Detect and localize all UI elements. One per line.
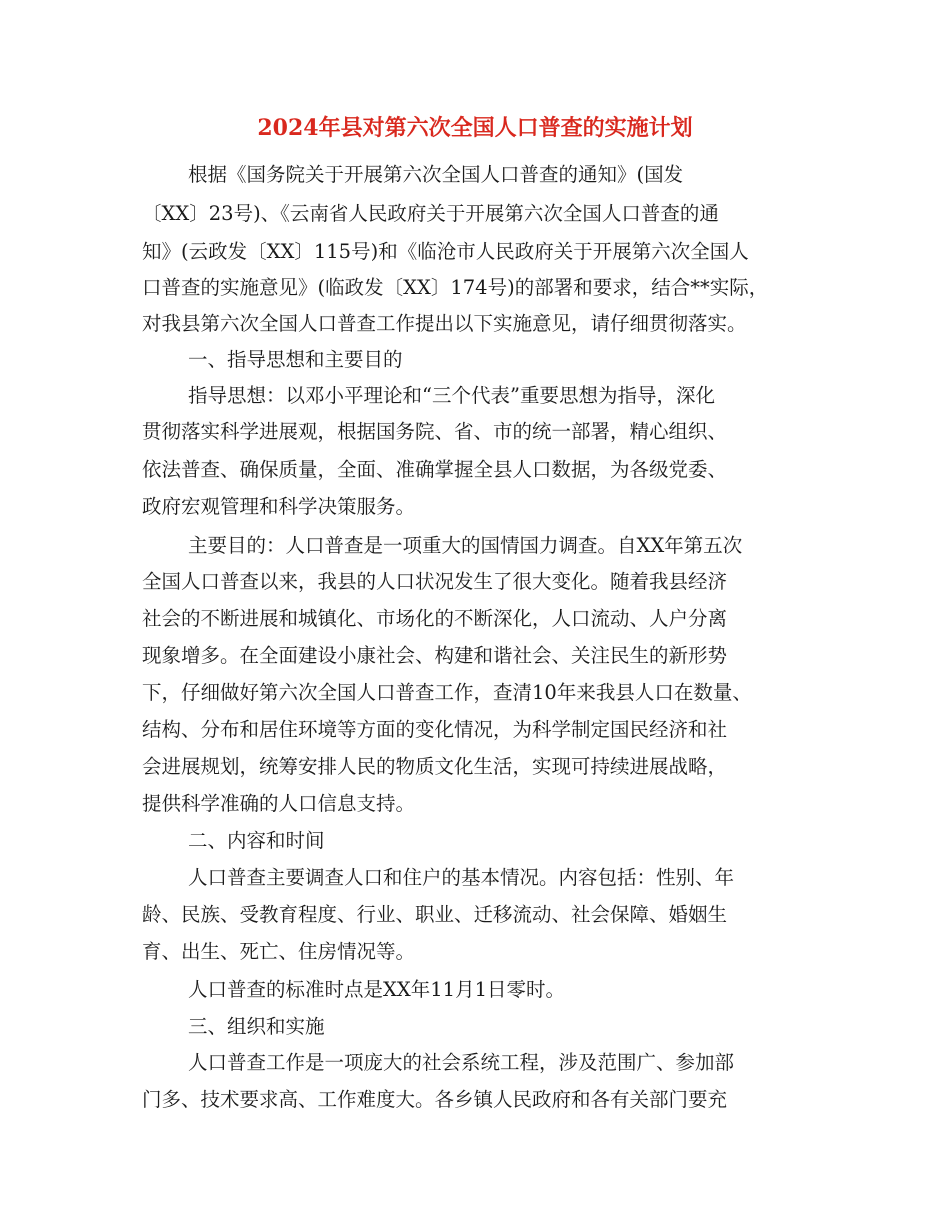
paragraph-line: 人口普查工作是一项庞大的社会系统工程，涉及范围广、参加部 (188, 1051, 735, 1074)
section-heading: 二、内容和时间 (188, 829, 325, 852)
paragraph-line: 龄、民族、受教育程度、行业、职业、迁移流动、社会保障、婚姻生 (142, 903, 728, 926)
paragraph-line: 社会的不断进展和城镇化、市场化的不断深化，人口流动、人户分离 (142, 607, 728, 630)
paragraph-line: 指导思想：以邓小平理论和“三个代表”重要思想为指导，深化 (188, 384, 715, 407)
paragraph-line: 现象增多。在全面建设小康社会、构建和谐社会、关注民生的新形势 (142, 644, 728, 667)
paragraph-line: 根据《国务院关于开展第六次全国人口普查的通知》(国发 (188, 163, 684, 186)
paragraph-line: 提供科学准确的人口信息支持。 (142, 792, 416, 815)
paragraph-line: 对我县第六次全国人口普查工作提出以下实施意见，请仔细贯彻落实。 (142, 312, 747, 335)
section-heading: 一、指导思想和主要目的 (188, 348, 403, 371)
paragraph-line: 〔XX〕23号)、《云南省人民政府关于开展第六次全国人口普查的通 (142, 202, 719, 225)
section-heading: 三、组织和实施 (188, 1015, 325, 1038)
paragraph-line: 口普查的实施意见》(临政发〔XX〕174号)的部署和要求，结合**实际， (142, 276, 769, 299)
paragraph-line: 政府宏观管理和科学决策服务。 (142, 495, 416, 518)
paragraph-line: 育、出生、死亡、住房情况等。 (142, 940, 416, 963)
paragraph-line: 主要目的：人口普查是一项重大的国情国力调查。自XX年第五次 (188, 534, 743, 557)
paragraph-line: 下，仔细做好第六次全国人口普查工作，查清10年来我县人口在数量、 (142, 681, 752, 704)
paragraph-line: 人口普查的标准时点是XX年11月1日零时。 (188, 978, 565, 1001)
paragraph-line: 结构、分布和居住环境等方面的变化情况，为科学制定国民经济和社 (142, 718, 728, 741)
paragraph-line: 人口普查主要调查人口和住户的基本情况。内容包括：性别、年 (188, 866, 735, 889)
paragraph-line: 知》(云政发〔XX〕115号)和《临沧市人民政府关于开展第六次全国人 (142, 240, 749, 263)
paragraph-line: 贯彻落实科学进展观，根据国务院、省、市的统一部署，精心组织、 (142, 420, 728, 443)
document-title: 2024年县对第六次全国人口普查的实施计划 (257, 115, 693, 141)
paragraph-line: 会进展规划，统筹安排人民的物质文化生活，实现可持续进展战略， (142, 755, 728, 778)
paragraph-line: 全国人口普查以来，我县的人口状况发生了很大变化。随着我县经济 (142, 570, 728, 593)
paragraph-line: 门多、技术要求高、工作难度大。各乡镇人民政府和各有关部门要充 (142, 1088, 728, 1111)
paragraph-line: 依法普查、确保质量，全面、准确掌握全县人口数据，为各级党委、 (142, 458, 728, 481)
